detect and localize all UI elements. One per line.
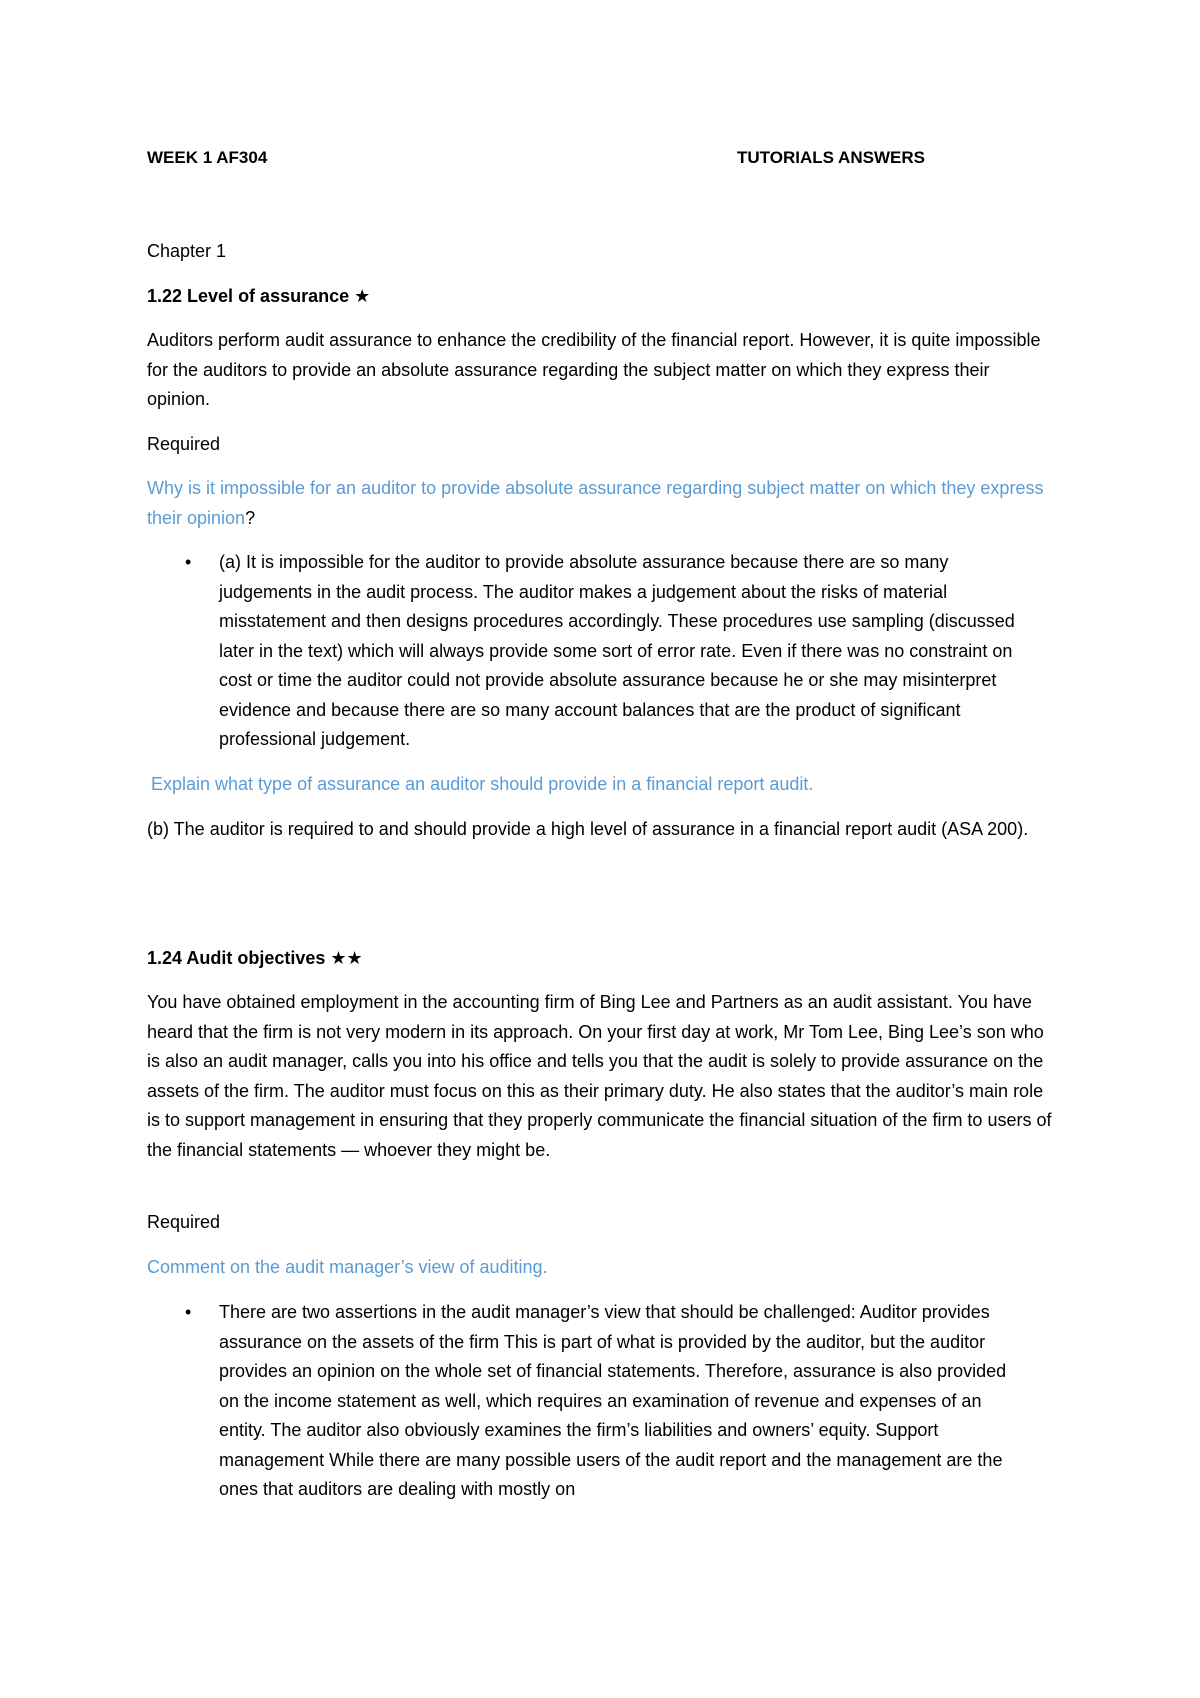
question-b: Explain what type of assurance an auditor should provide in a financial report audit. bbox=[151, 774, 814, 794]
section-1-required-label: Required bbox=[147, 434, 221, 454]
question-a-mark: ? bbox=[245, 507, 256, 528]
section-2-heading bbox=[147, 944, 1052, 974]
answer-b: (b) The auditor is required to and should provide a high level of assurance in a financial report audit (ASA 200). bbox=[147, 819, 1029, 839]
section-1-intro: Auditors perform audit assurance to enhance the credibility of the financial report. However, it is quite impossible for the auditors to provide an absolute assurance regarding the subject matter on which they express their opinion. bbox=[147, 330, 1041, 409]
section-2-title: 1.24 Audit objectives bbox=[147, 948, 326, 968]
answer-a-text: (a) It is impossible for the auditor to provide absolute assurance because there are so many judgements in the audit process. The auditor makes a judgement about the risks of material misstatement and then designs procedures accordingly. These procedures use sampling (discussed later in the text) which will always provide some sort of error rate. Even if there was no constraint on cost or time the auditor could not provide absolute assurance because he or she may misinterpret evidence and because there are so many account balances that are the product of significant professional judgement. bbox=[219, 552, 1015, 749]
bullet-icon: • bbox=[185, 552, 192, 572]
section-1-heading bbox=[147, 282, 1052, 312]
section-2-answer-text: There are two assertions in the audit manager’s view that should be challenged: Auditor provides assurance on the assets of the firm This is part of what is provided by the auditor, but the auditor provides an opinion on the whole set of financial statements. Therefore, assurance is also provided on the income statement as well, which requires an examination of revenue and expenses of an entity. The auditor also obviously examines the firm’s liabilities and owners’ equity. Support management While there are many possible users of the audit report and the management are the ones that auditors are dealing with mostly on bbox=[219, 1302, 1007, 1499]
bullet-icon: • bbox=[185, 1302, 192, 1322]
section-1-title: 1.22 Level of assurance bbox=[147, 286, 350, 306]
chapter-label: Chapter 1 bbox=[147, 241, 227, 261]
header-course: WEEK 1 AF304 bbox=[147, 148, 268, 167]
difficulty-star-icon: ★ bbox=[354, 286, 371, 307]
section-2-intro: You have obtained employment in the accounting firm of Bing Lee and Partners as an audit assistant. You have heard that the firm is not very modern in its approach. On your first day at work, Mr Tom Lee, Bing Lee’s son who is also an audit manager, calls you into his office and tells you that the audit is solely to provide assurance on the assets of the firm. The auditor must focus on this as their primary duty. He also states that the auditor’s main role is to support management in ensuring that they properly communicate the financial situation of the firm to users of the financial statements — whoever they might be. bbox=[147, 992, 1052, 1160]
question-a-text: Why is it impossible for an auditor to provide absolute assurance regarding subject matter on which they express their opinion bbox=[147, 478, 1044, 528]
section-2-required-label: Required bbox=[147, 1212, 221, 1232]
question-a bbox=[147, 474, 1052, 533]
section-2-question: Comment on the audit manager’s view of auditing. bbox=[147, 1257, 548, 1277]
header-title: TUTORIALS ANSWERS bbox=[737, 148, 925, 167]
difficulty-stars-icon: ★★ bbox=[330, 948, 363, 969]
